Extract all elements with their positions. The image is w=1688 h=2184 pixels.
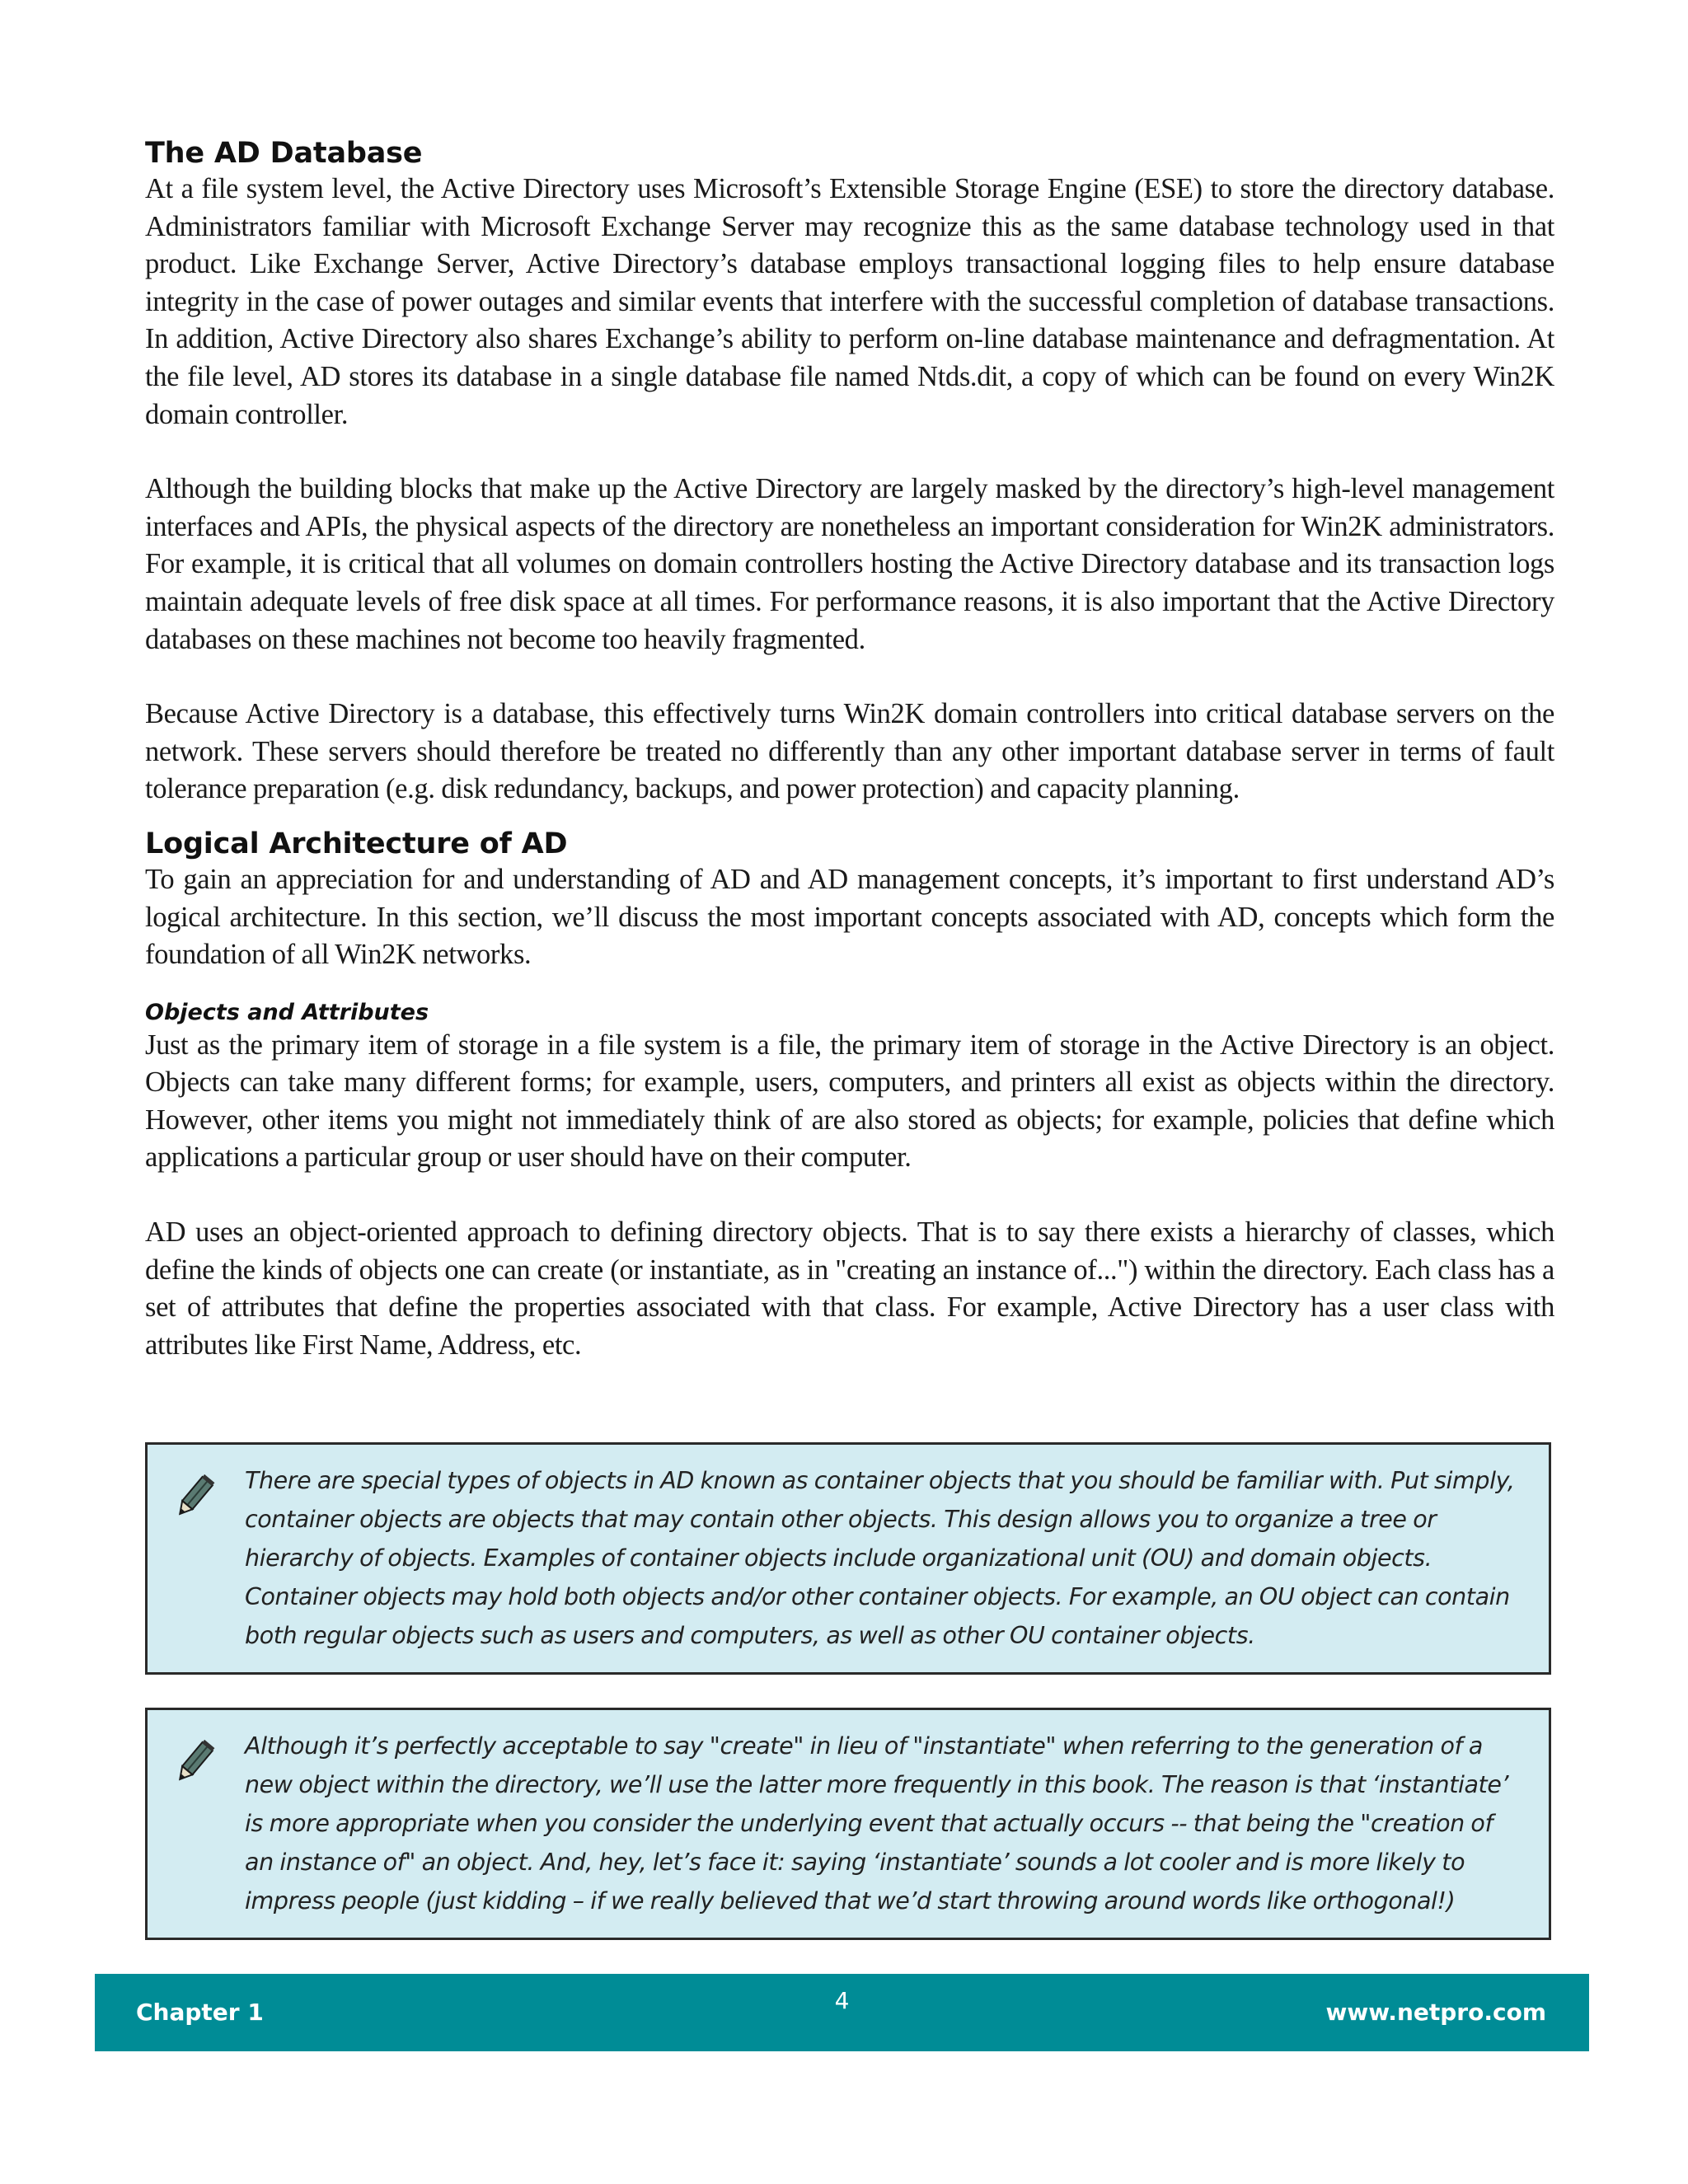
paragraph: Because Active Directory is a database, this effectively turns Win2K domain controllers into critical database servers on the network. These servers should therefore be treated no differently than any other important database server in terms of fault tolerance preparation (e.g. disk redundancy, backups, and power protection) and capacity planning.	[145, 698, 1554, 805]
section-heading-ad-database: The AD Database	[145, 137, 423, 170]
paragraph: To gain an appreciation for and understanding of AD and AD management concepts, it’s important to first understand AD’s logical architecture. In this section, we’ll discuss the most important concepts associated with AD, concepts which form the foundation of all Win2K networks.	[145, 863, 1554, 971]
paragraph: AD uses an object-oriented approach to defining directory objects. That is to say there exists a hierarchy of classes, which define the kinds of objects one can create (or instantiate, as in "creating an instance of...") within the directory. Each class has a set of attributes that define the properties associated with that class. For example, Active Directory has a user class with attributes like First Name, Address, etc.	[145, 1216, 1554, 1361]
note-text: There are special types of objects in AD known as container objects that you should be familiar with. Put simply, container objects are objects that may contain other objects. This design allows you to organize a tree or hierarchy of objects. Examples of container objects include organizational unit (OU) and domain objects. Container objects may hold both objects and/or other container objects. For example, an OU object can contain both regular objects such as users and computers, as well as other OU container objects.	[245, 1467, 1515, 1649]
section-heading-logical-architecture: Logical Architecture of AD	[145, 827, 568, 860]
pencil-icon	[169, 1738, 218, 1788]
subsection-heading-objects-attributes: Objects and Attributes	[145, 999, 429, 1025]
note-text: Although it’s perfectly acceptable to say "create" in lieu of "instantiate" when referring to the generation of a new object within the directory, we’ll use the latter more frequently in this book. The reason is that ‘instantiate’ is more appropriate when you consider the underlying event that actually occurs -- that being the "creation of an instance of" an object. And, hey, let’s face it: saying ‘instantiate’ sounds a lot cooler and is more likely to impress people (just kidding – if we really believed that we’d start throwing around words like orthogonal!)	[245, 1732, 1509, 1915]
note-box	[145, 1442, 1551, 1675]
paragraph: Although the building blocks that make up the Active Directory are largely masked by the directory’s high-level management interfaces and APIs, the physical aspects of the directory are nonetheless an important consideration for Win2K administrators. For example, it is critical that all volumes on domain controllers hosting the Active Directory database and its transaction logs maintain adequate levels of free disk space at all times. For performance reasons, it is also important that the Active Directory databases on these machines not become too heavily fragmented.	[145, 473, 1554, 655]
note-box	[145, 1708, 1551, 1940]
footer-website-link[interactable]: www.netpro.com	[1325, 1999, 1546, 2026]
main-content	[145, 136, 1554, 1364]
paragraph: At a file system level, the Active Directory uses Microsoft’s Extensible Storage Engine (ESE) to store the directory database. Administrators familiar with Microsoft Exchange Server may recognize this as the same database technology used in that product. Like Exchange Server, Active Directory’s database employs transactional logging files to help ensure database integrity in the case of power outages and similar events that interfere with the successful completion of database transactions. In addition, Active Directory also shares Exchange’s ability to perform on-line database maintenance and defragmentation. At the file level, AD stores its database in a single database file named Ntds.dit, a copy of which can be found on every Win2K domain controller.	[145, 173, 1554, 430]
page-footer	[95, 1974, 1589, 2051]
paragraph: Just as the primary item of storage in a file system is a file, the primary item of storage in the Active Directory is an object. Objects can take many different forms; for example, users, computers, and printers all exist as objects within the directory. However, other items you might not immediately think of are also stored as objects; for example, policies that define which applications a particular group or user should have on their computer.	[145, 1029, 1554, 1174]
pencil-icon	[169, 1473, 218, 1522]
footer-page-number: 4	[834, 1987, 850, 2014]
footer-chapter: Chapter 1	[136, 1999, 264, 2026]
